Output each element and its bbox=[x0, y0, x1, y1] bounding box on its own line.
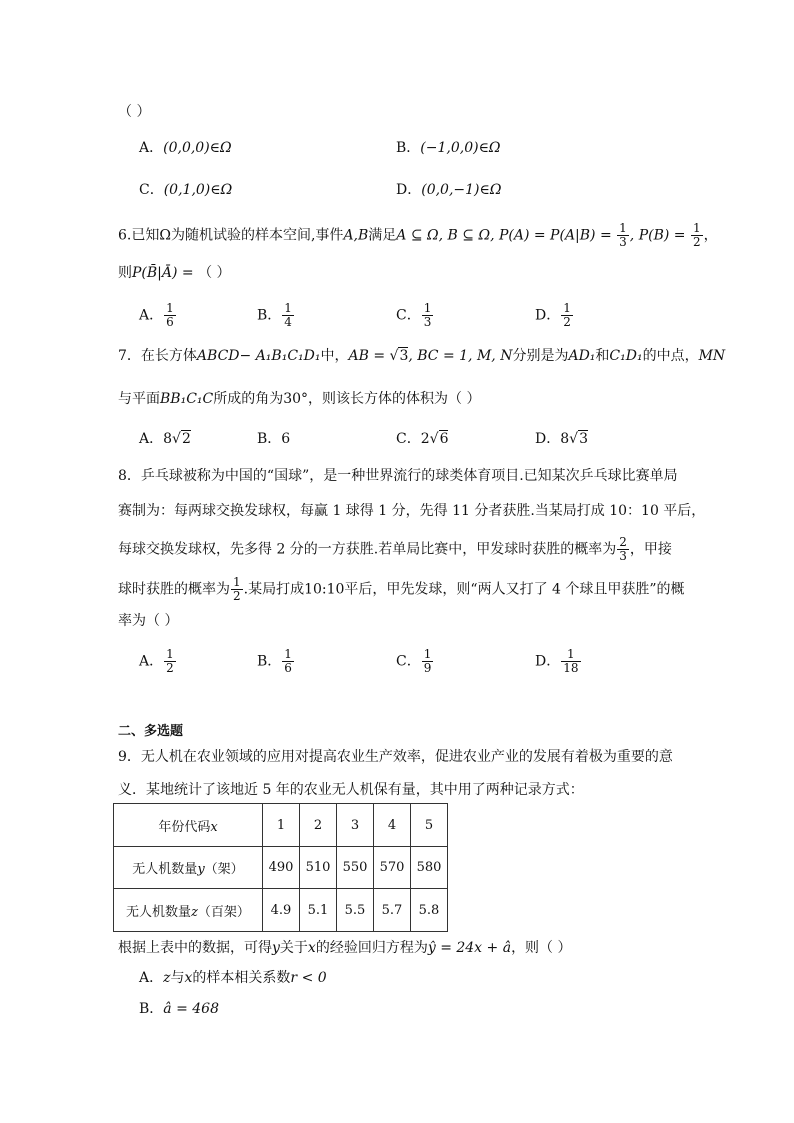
table-row bbox=[114, 804, 448, 847]
option-label: A． bbox=[139, 970, 164, 986]
fraction: $\frac{1}{2}$ bbox=[692, 221, 701, 249]
option-label: B． bbox=[139, 1001, 164, 1017]
option-label: D． bbox=[535, 307, 561, 324]
q8-stem-line5: 率为（ ） bbox=[118, 613, 179, 629]
q6-condition: A ⊆ Ω, B ⊆ Ω, P(A) = P(A|B) = bbox=[396, 227, 617, 244]
table-cell: 5 bbox=[411, 804, 448, 847]
regression-equation: ŷ = 24x + â bbox=[427, 940, 512, 956]
q6-text: ， bbox=[703, 227, 718, 244]
q8-stem-line2: 赛制为：每两球交换发球权，每赢 1 球得 1 分，先得 11 分者获胜.当某局打成 10：10 平后， bbox=[118, 503, 706, 519]
q6-option-b[interactable] bbox=[257, 302, 295, 329]
option-text: (0,0,−1)∈Ω bbox=[421, 182, 502, 198]
q8-option-c[interactable] bbox=[396, 648, 434, 675]
q6-expression: P(B̄|Ā) = bbox=[132, 265, 199, 281]
table-cell: 4 bbox=[374, 804, 411, 847]
table-cell: 5.8 bbox=[411, 889, 448, 932]
table-cell: 490 bbox=[263, 847, 300, 889]
question-number: 6 bbox=[118, 227, 127, 244]
option-label: C． bbox=[396, 653, 421, 670]
q6-condition: , P(B) = bbox=[629, 227, 690, 244]
q8-stem-line3: 每球交换发球权，先多得 2 分的一方获胜.若单局比赛中，甲发球时获胜的概率为 $\frac{2}{3}$ ，甲接 bbox=[118, 535, 672, 563]
table-cell: 550 bbox=[337, 847, 374, 889]
table-cell: 1 bbox=[263, 804, 300, 847]
q8-option-d[interactable] bbox=[535, 648, 582, 675]
table-cell: 3 bbox=[337, 804, 374, 847]
q8-stem-line1: 8．乒乓球被称为中国的“国球”，是一种世界流行的球类体育项目.已知某次乒乓球比赛单局 bbox=[118, 468, 678, 484]
q9-option-a[interactable]: A．z与x的样本相关系数r < 0 bbox=[139, 970, 327, 986]
q5-option-a[interactable] bbox=[139, 138, 232, 158]
option-label: B． bbox=[257, 653, 282, 670]
q8-stem-line4: 球时获胜的概率为 $\frac{1}{2}$ .某局打成10:10平后，甲先发球，则“两人又打了 4 个球且甲获胜”的概 bbox=[118, 575, 685, 603]
option-label: C． bbox=[139, 182, 164, 198]
fraction: $\frac{1}{18}$ bbox=[563, 647, 579, 675]
table-cell: 5.7 bbox=[374, 889, 411, 932]
q5-option-d[interactable] bbox=[396, 180, 501, 200]
fraction: $\frac{1}{2}$ bbox=[166, 647, 174, 675]
q6-stem-line1 bbox=[118, 222, 718, 249]
section-title: 二、多选题 bbox=[118, 724, 184, 739]
option-label: B． bbox=[257, 431, 282, 447]
fraction: $\frac{1}{2}$ bbox=[233, 575, 241, 603]
q9-stem-line2: 义．某地统计了该地近 5 年的农业无人机保有量，其中用了两种记录方式： bbox=[118, 782, 584, 798]
option-text: (0,0,0)∈Ω bbox=[163, 140, 232, 156]
fraction: $\frac{1}{9}$ bbox=[423, 647, 432, 675]
q9-after-table: 根据上表中的数据，可得y关于x的经验回归方程为ŷ = 24x + â，则（ ） bbox=[118, 940, 572, 956]
option-label: D． bbox=[396, 182, 422, 198]
option-label: A． bbox=[139, 140, 164, 156]
q7-option-d[interactable]: D．8√3 bbox=[535, 431, 588, 447]
q8-option-b[interactable] bbox=[257, 648, 295, 675]
option-label: C． bbox=[396, 307, 421, 324]
q9-stem-line1: 9．无人机在农业领域的应用对提高农业生产效率，促进农业产业的发展有着极为重要的意 bbox=[118, 749, 673, 765]
q6-text: .已知Ω为随机试验的样本空间,事件 bbox=[126, 227, 344, 244]
q7-plane: BB₁C₁C bbox=[160, 391, 214, 407]
table-cell: 510 bbox=[300, 847, 337, 889]
table-header-cell: 年份代码x bbox=[114, 804, 263, 847]
table-cell: 5.5 bbox=[337, 889, 374, 932]
option-label: A． bbox=[139, 307, 164, 324]
option-text: (−1,0,0)∈Ω bbox=[420, 140, 501, 156]
q7-option-a[interactable]: A．8√2 bbox=[139, 431, 191, 447]
table-header-cell: 无人机数量z（百架） bbox=[114, 889, 263, 932]
q7-stem-line1: 7．在长方体ABCD− A₁B₁C₁D₁中，AB = √3, BC = 1, M, N分别是为AD₁和C₁D₁的中点，MN bbox=[118, 348, 726, 364]
fraction: $\frac{1}{4}$ bbox=[284, 301, 292, 329]
table-row bbox=[114, 889, 448, 932]
q5-stem-tail: （ ） bbox=[118, 104, 151, 120]
table-cell: 5.1 bbox=[300, 889, 337, 932]
table-cell: 2 bbox=[300, 804, 337, 847]
q6-option-a[interactable] bbox=[139, 302, 177, 329]
q5-option-c[interactable] bbox=[139, 180, 232, 200]
table-row bbox=[114, 847, 448, 889]
option-label: A． bbox=[139, 653, 164, 670]
fraction: $\frac{1}{3}$ bbox=[423, 301, 432, 329]
table-header-cell: 无人机数量y（架） bbox=[114, 847, 263, 889]
q6-stem-line2: 则P(B̄|Ā) = （ ） bbox=[118, 265, 231, 281]
sqrt-sign: √ bbox=[172, 431, 181, 447]
option-label: A． bbox=[139, 431, 164, 447]
q6-events: A,B bbox=[343, 227, 369, 244]
fraction: $\frac{1}{2}$ bbox=[563, 301, 571, 329]
fraction: $\frac{1}{6}$ bbox=[284, 647, 292, 675]
sqrt-sign: √ bbox=[389, 348, 399, 364]
table-cell: 580 bbox=[411, 847, 448, 889]
sqrt-sign: √ bbox=[569, 431, 579, 447]
q5-option-b[interactable] bbox=[396, 138, 501, 158]
q7-option-c[interactable]: C．2√6 bbox=[396, 431, 449, 447]
fraction: $\frac{2}{3}$ bbox=[619, 535, 627, 563]
option-label: B． bbox=[257, 307, 282, 324]
option-label: B． bbox=[396, 140, 421, 156]
option-label: D． bbox=[535, 431, 561, 447]
sqrt-sign: √ bbox=[429, 431, 439, 447]
q6-option-c[interactable] bbox=[396, 302, 434, 329]
q6-option-d[interactable] bbox=[535, 302, 574, 329]
q9-option-b[interactable]: B．â = 468 bbox=[139, 1001, 219, 1017]
option-label: C． bbox=[396, 431, 421, 447]
data-table bbox=[113, 803, 448, 932]
q7-option-b[interactable]: B．6 bbox=[257, 431, 291, 447]
q6-text: 满足 bbox=[368, 227, 397, 244]
q7-stem-line2: 与平面BB₁C₁C所成的角为30°，则该长方体的体积为（ ） bbox=[118, 391, 481, 407]
q7-solid: ABCD− A₁B₁C₁D₁ bbox=[196, 348, 321, 364]
fraction: $\frac{1}{3}$ bbox=[619, 221, 627, 249]
option-label: D． bbox=[535, 653, 561, 670]
table-cell: 570 bbox=[374, 847, 411, 889]
option-text: (0,1,0)∈Ω bbox=[163, 182, 233, 198]
fraction: $\frac{1}{6}$ bbox=[166, 301, 174, 329]
table-cell: 4.9 bbox=[263, 889, 300, 932]
q8-option-a[interactable] bbox=[139, 648, 177, 675]
